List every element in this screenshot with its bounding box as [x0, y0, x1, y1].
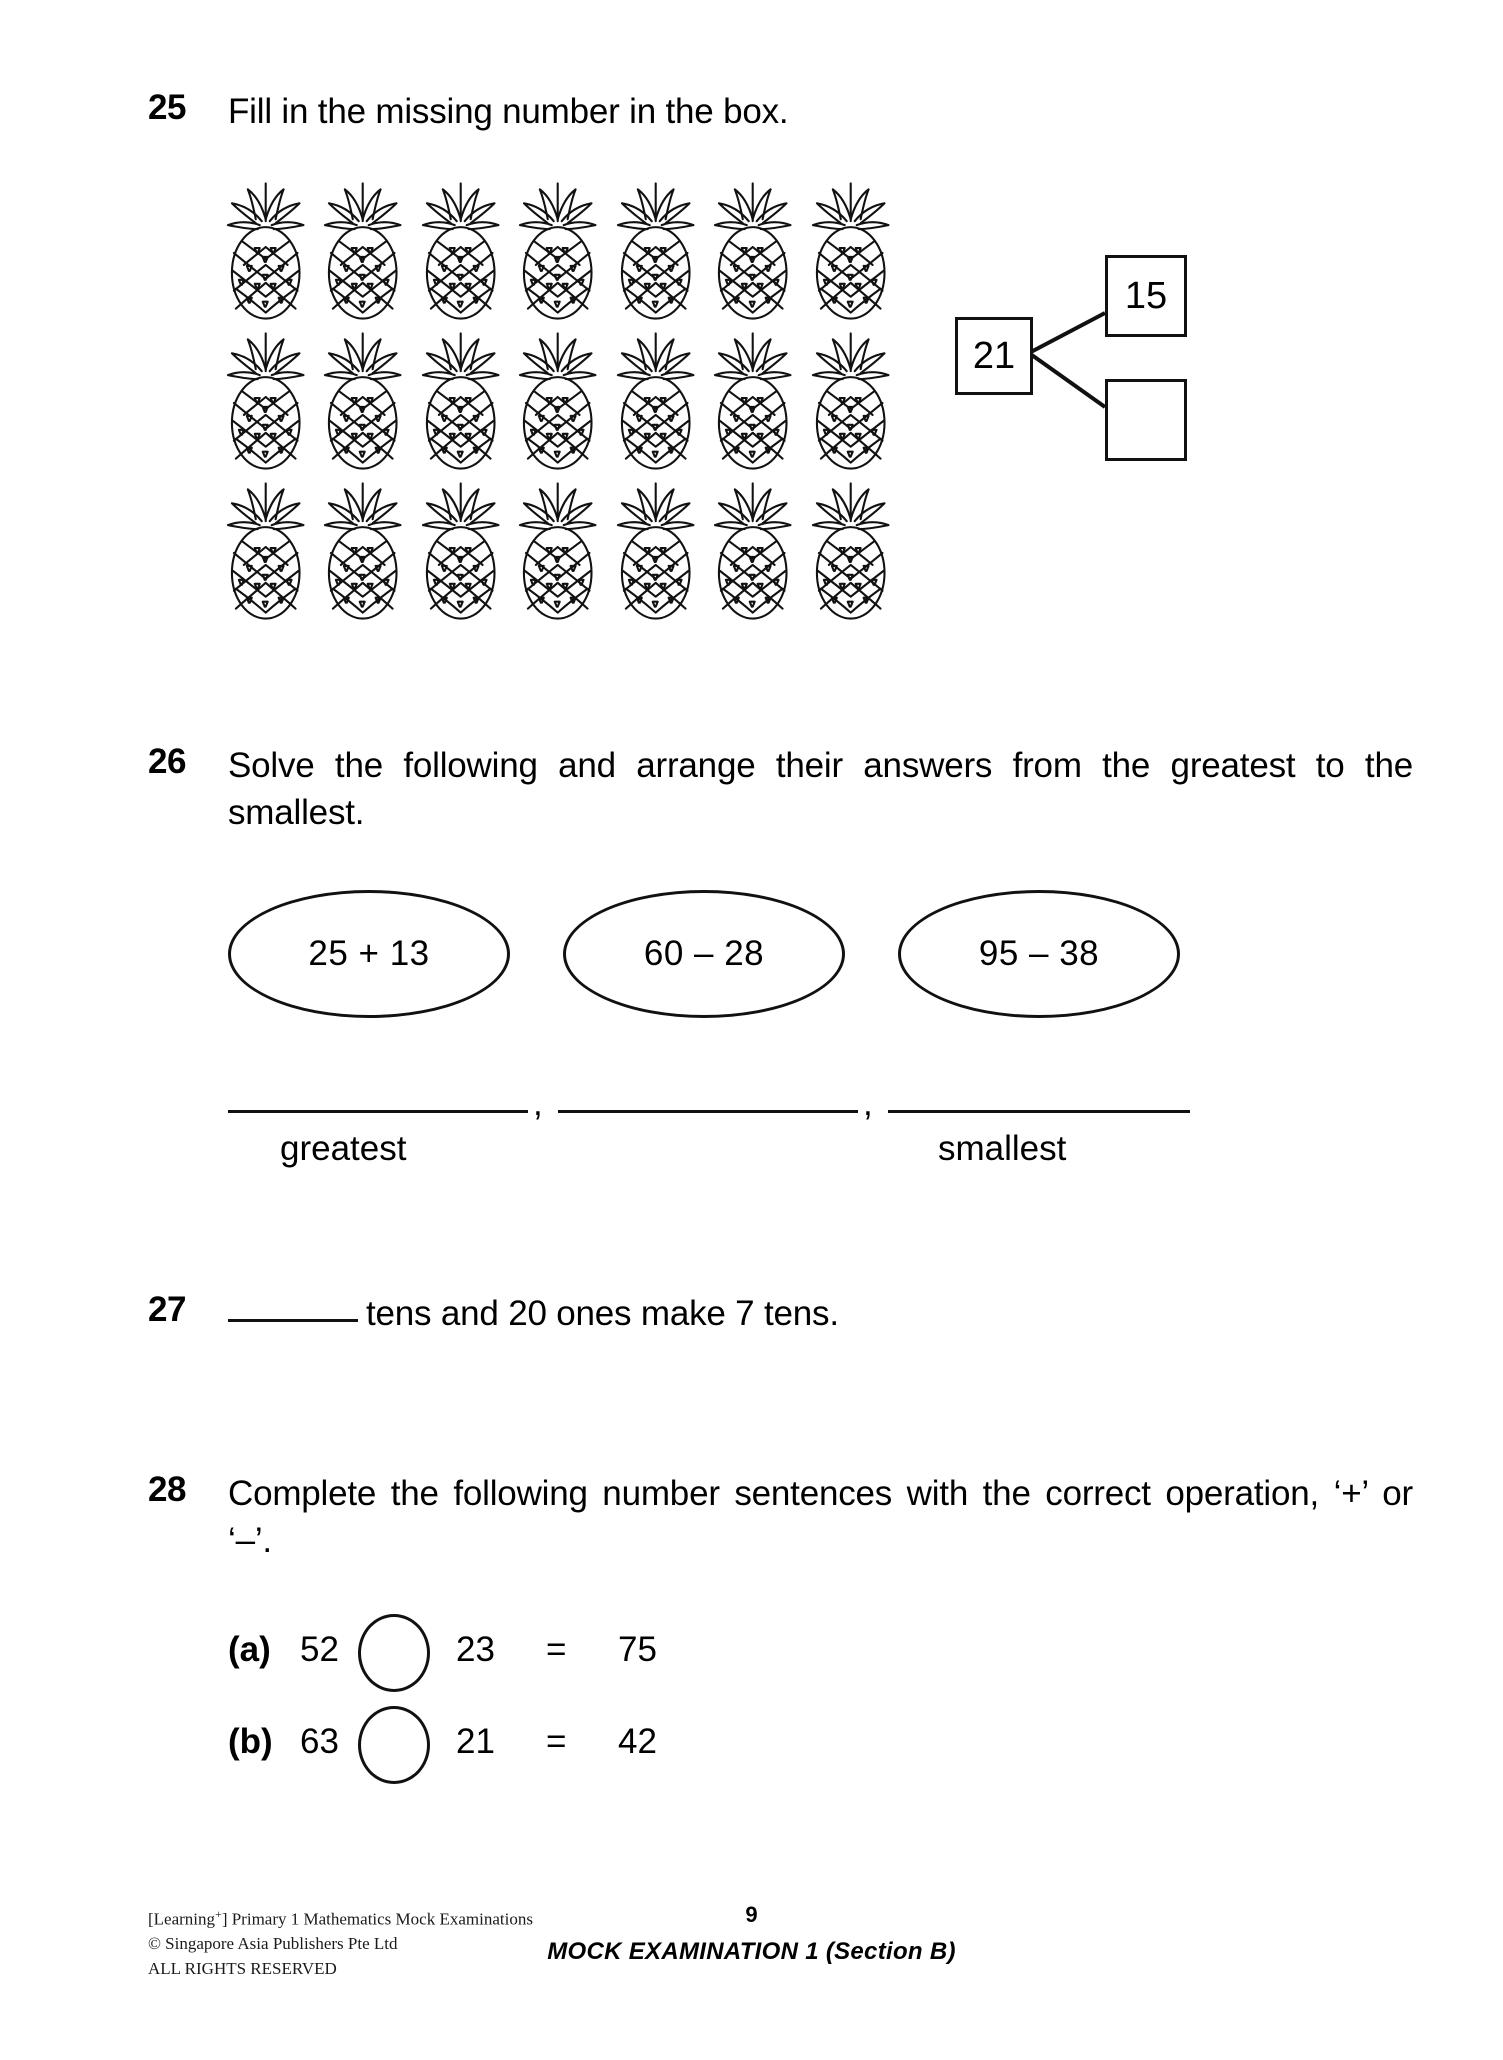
pineapple-icon: [218, 175, 313, 325]
question-28: [148, 1470, 1413, 1565]
pineapple-icon: [218, 325, 313, 475]
question-26: [148, 742, 1413, 837]
pineapple-icon: [315, 175, 410, 325]
label-smallest: smallest: [938, 1129, 1067, 1168]
operator-circle-blank[interactable]: [358, 1706, 430, 1784]
question-27-text: tens and 20 ones make 7 tens.: [366, 1294, 839, 1333]
answer-separator: ,: [863, 1084, 873, 1123]
pineapple-icon: [413, 475, 508, 625]
page-footer: [0, 1902, 1503, 2002]
answer-blank-tens[interactable]: [228, 1319, 358, 1322]
pineapple-icon: [705, 475, 800, 625]
answer-blank-smallest[interactable]: [888, 1110, 1190, 1113]
pineapple-icon: [608, 325, 703, 475]
pineapple-icon: [413, 175, 508, 325]
pineapple-icon: [608, 475, 703, 625]
operator-circle-blank[interactable]: [358, 1614, 430, 1692]
number-bond-diagram: [955, 255, 1205, 455]
pineapple-icon: [315, 325, 410, 475]
number-bond-part-box-blank[interactable]: [1105, 379, 1187, 461]
answer-blank-middle[interactable]: [558, 1110, 858, 1113]
number-bond-part-box-known: 15: [1105, 255, 1187, 337]
answer-separator: ,: [533, 1084, 543, 1123]
question-25: [148, 88, 1413, 135]
footer-title-prefix: [Learning: [148, 1909, 216, 1929]
pineapple-icon: [803, 475, 898, 625]
result-value: 75: [618, 1630, 657, 1669]
pineapple-row: [218, 175, 898, 325]
footer-rights: ALL RIGHTS RESERVED: [148, 1958, 337, 1978]
question-27: [148, 1290, 1413, 1337]
question-26-text: Solve the following and arrange their answers from the greatest to the smallest.: [228, 746, 1413, 833]
question-25-number: 25: [148, 88, 186, 127]
pineapple-icon: [315, 475, 410, 625]
footer-title-superscript: +: [215, 1907, 222, 1921]
pineapple-row: [218, 475, 898, 625]
result-value: 42: [618, 1722, 657, 1761]
operand-left: 52: [300, 1630, 339, 1669]
expression-oval: 25 + 13: [228, 890, 510, 1018]
pineapple-icon: [705, 325, 800, 475]
pineapple-icon: [510, 475, 605, 625]
pineapple-row: [218, 325, 898, 475]
label-greatest: greatest: [280, 1129, 407, 1168]
question-28-text: Complete the following number sentences with the correct operation, ‘+’ or ‘–’.: [228, 1474, 1413, 1561]
ordering-answer-lines: [228, 1084, 1208, 1205]
expression-ovals: [228, 890, 1178, 1015]
question-27-line: [228, 1290, 1413, 1337]
footer-title-suffix: ] Primary 1 Mathematics Mock Examinations: [221, 1909, 533, 1929]
page-number: 9: [745, 1902, 758, 1927]
footer-publisher: © Singapore Asia Publishers Pte Ltd: [148, 1934, 398, 1954]
equals-sign: =: [546, 1722, 567, 1761]
pineapple-icon: [608, 175, 703, 325]
operand-right: 23: [456, 1630, 495, 1669]
operand-left: 63: [300, 1722, 339, 1761]
question-25-text: Fill in the missing number in the box.: [228, 92, 789, 131]
pineapple-icon: [803, 325, 898, 475]
pineapple-icon: [510, 325, 605, 475]
sub-item-label-a: (a): [228, 1630, 271, 1669]
pineapple-icon: [705, 175, 800, 325]
number-sentence-list: [228, 1612, 928, 1796]
question-26-number: 26: [148, 742, 186, 781]
pineapple-figure: [218, 175, 898, 625]
pineapple-icon: [218, 475, 313, 625]
expression-oval: 95 – 38: [898, 890, 1180, 1018]
answer-blank-greatest[interactable]: [228, 1110, 528, 1113]
expression-oval: 60 – 28: [563, 890, 845, 1018]
equals-sign: =: [546, 1630, 567, 1669]
operand-right: 21: [456, 1722, 495, 1761]
sub-item-label-b: (b): [228, 1722, 273, 1761]
pineapple-icon: [510, 175, 605, 325]
number-bond-whole-box: 21: [955, 317, 1033, 395]
number-sentence-row: [228, 1704, 928, 1796]
pineapple-icon: [413, 325, 508, 475]
exam-section-label: MOCK EXAMINATION 1 (Section B): [547, 1938, 956, 1965]
question-28-number: 28: [148, 1470, 186, 1509]
question-27-number: 27: [148, 1290, 186, 1329]
pineapple-icon: [803, 175, 898, 325]
number-sentence-row: [228, 1612, 928, 1704]
